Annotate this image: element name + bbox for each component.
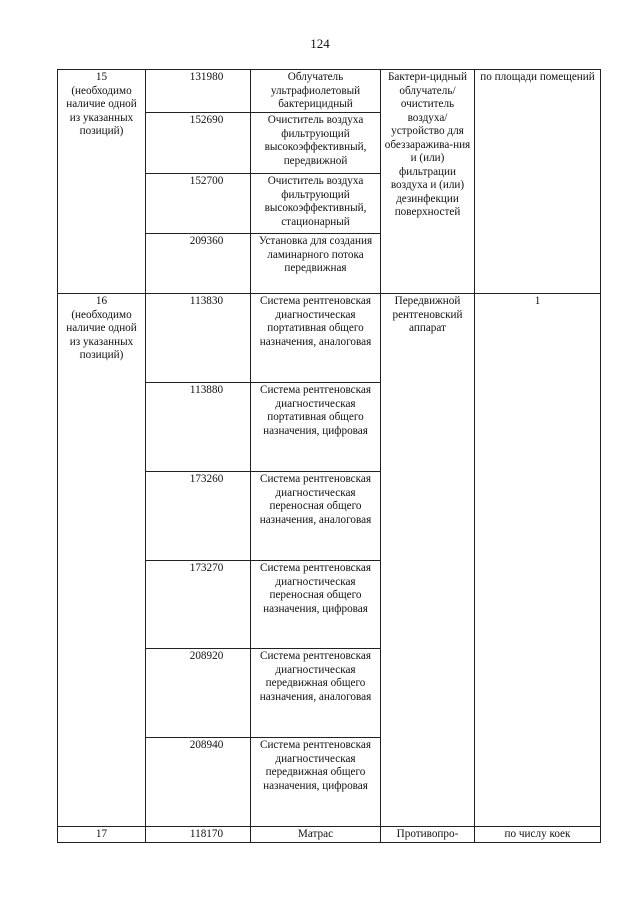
item-code: 152700 [146, 174, 251, 234]
item-code: 152690 [146, 113, 251, 174]
item-code: 209360 [146, 234, 251, 294]
item-name: Система рентгеновская диагностическая переносная общего назначения, цифровая [251, 561, 381, 649]
item-name: Установка для создания ламинарного потока передвижная [251, 234, 381, 294]
item-code: 208920 [146, 649, 251, 738]
equipment-type: Бактери-цидный облучатель/ очиститель воздуха/ устройство для обеззаражива-ния и (или) фильтрации воздуха и (или) дезинфекции поверхностей [381, 70, 475, 294]
item-name: Очиститель воздуха фильтрующий высокоэффективный, передвижной [251, 113, 381, 174]
position-number-cell [58, 294, 146, 827]
position-number: 16 [95, 295, 108, 307]
item-code: 113880 [146, 383, 251, 472]
table-row [58, 827, 601, 843]
item-name: Система рентгеновская диагностическая переносная общего назначения, аналоговая [251, 472, 381, 561]
item-name: Облучатель ультрафиолетовый бактерицидный [251, 70, 381, 113]
table-row [58, 70, 601, 113]
item-name: Система рентгеновская диагностическая передвижная общего назначения, цифровая [251, 738, 381, 827]
item-code: 131980 [146, 70, 251, 113]
item-code: 208940 [146, 738, 251, 827]
position-number: 15 [95, 71, 108, 83]
item-code: 173260 [146, 472, 251, 561]
table-row [58, 294, 601, 383]
position-note: (необходимо наличие одной из указанных позиций) [66, 84, 137, 137]
item-code: 173270 [146, 561, 251, 649]
position-note: (необходимо наличие одной из указанных позиций) [66, 308, 137, 361]
position-number: 17 [58, 827, 146, 843]
item-name: Матрас [251, 827, 381, 843]
quantity: 1 [475, 294, 601, 827]
equipment-table [57, 69, 601, 843]
equipment-type: Противопро- [381, 827, 475, 843]
item-name: Система рентгеновская диагностическая передвижная общего назначения, аналоговая [251, 649, 381, 738]
page-number: 124 [310, 36, 330, 51]
item-code: 113830 [146, 294, 251, 383]
quantity: по числу коек [475, 827, 601, 843]
item-name: Система рентгеновская диагностическая портативная общего назначения, аналоговая [251, 294, 381, 383]
item-name: Очиститель воздуха фильтрующий высокоэффективный, стационарный [251, 174, 381, 234]
position-number-cell [58, 70, 146, 294]
equipment-type: Передвижной рентгеновский аппарат [381, 294, 475, 827]
item-name: Система рентгеновская диагностическая портативная общего назначения, цифровая [251, 383, 381, 472]
quantity: по площади помещений [475, 70, 601, 294]
item-code: 118170 [146, 827, 251, 843]
